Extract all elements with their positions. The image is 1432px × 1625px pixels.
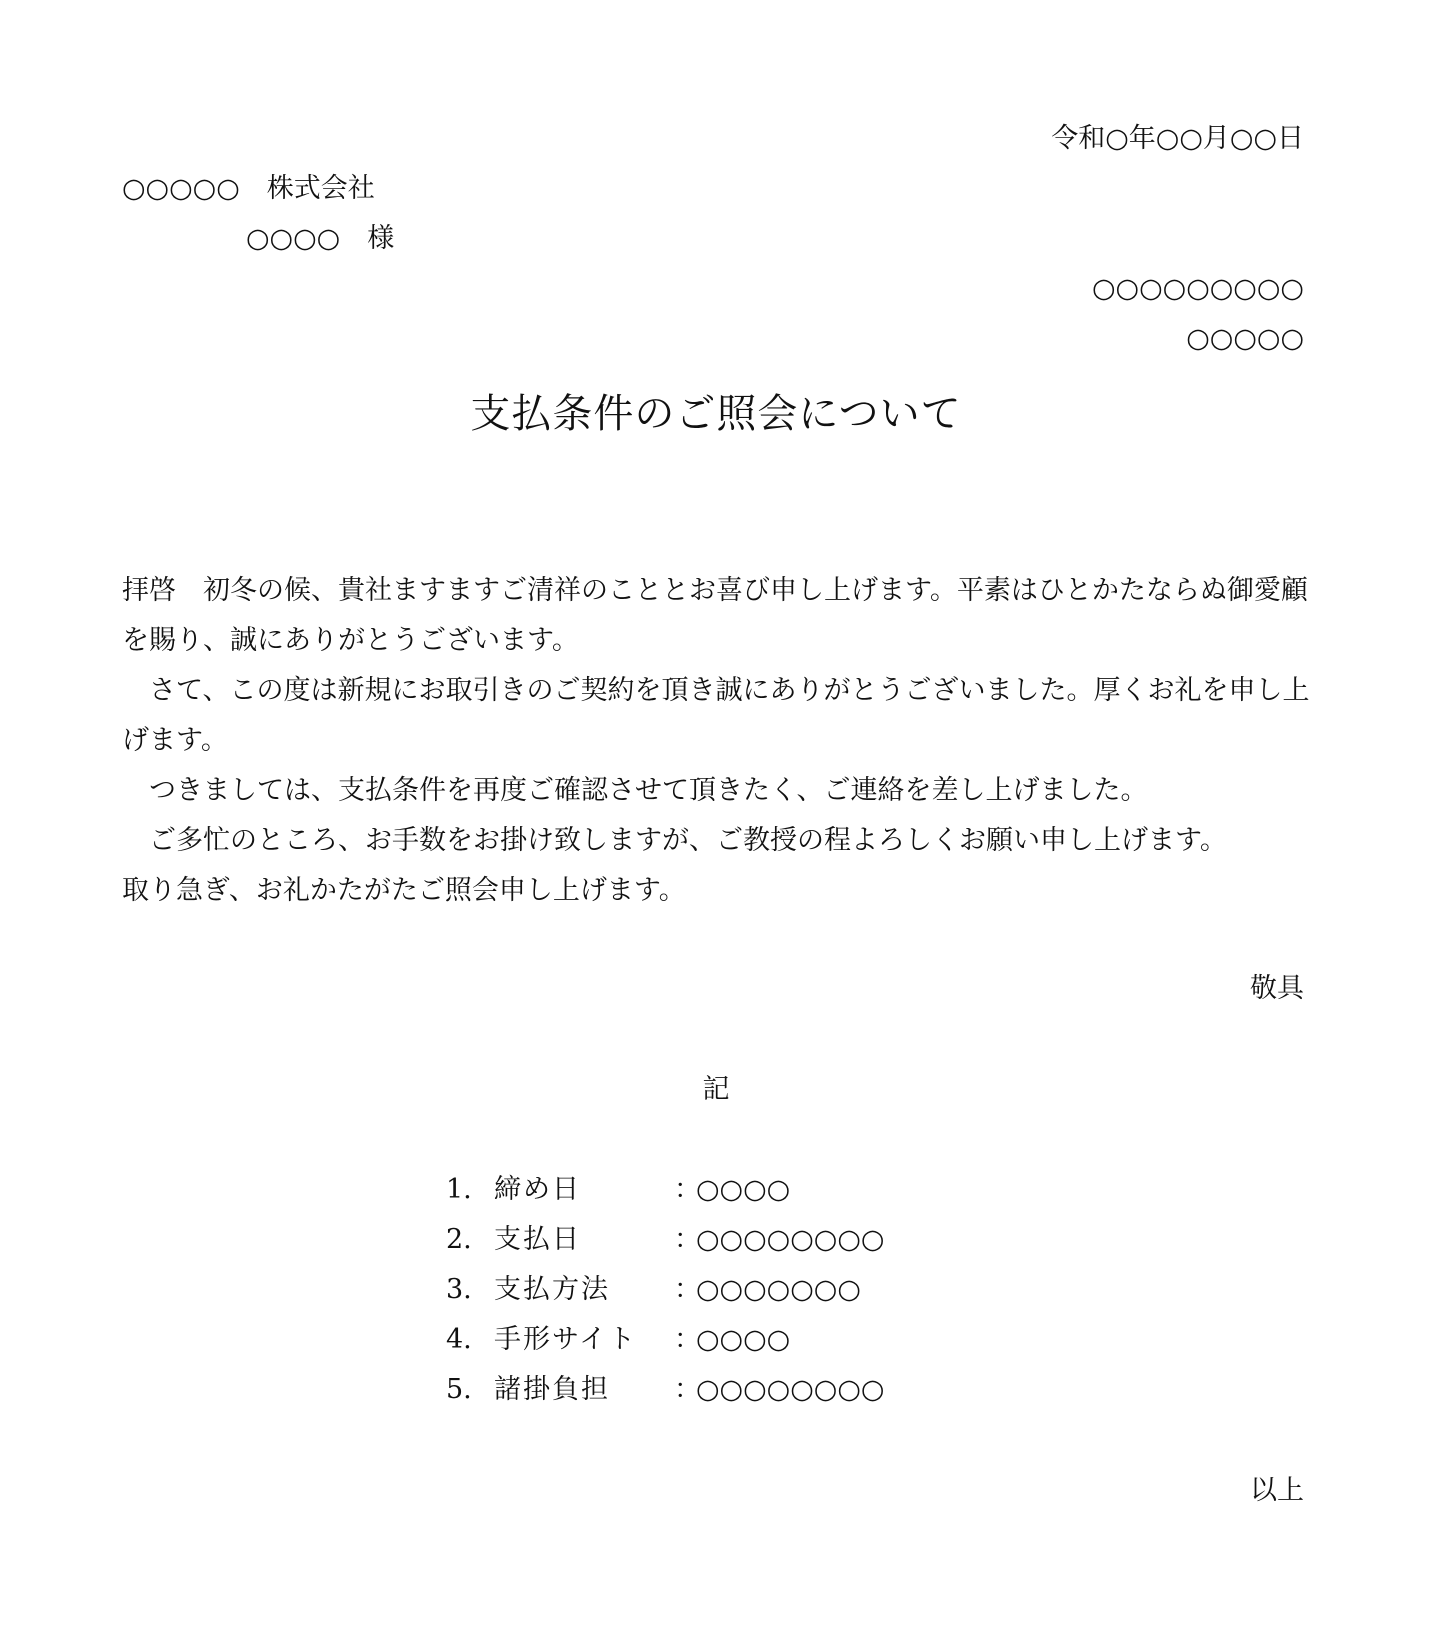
condition-list (446, 1165, 884, 1415)
recipient-company: ○○○○○ 株式会社 (122, 173, 375, 204)
list-item (446, 1315, 884, 1365)
item-number: 2. (446, 1224, 472, 1255)
item-separator: ： (674, 1274, 701, 1305)
item-separator: ： (674, 1324, 701, 1355)
item-number: 5. (446, 1374, 472, 1405)
closing-keigu: 敬具 (1250, 973, 1304, 1004)
list-item (446, 1165, 884, 1215)
letter-body (122, 566, 1312, 916)
item-number: 4. (446, 1324, 472, 1355)
item-value: ○○○○○○○○ (696, 1224, 885, 1255)
item-value: ○○○○○○○○ (696, 1374, 885, 1405)
item-label: 支払日 (494, 1224, 581, 1255)
item-label: 手形サイト (494, 1324, 638, 1355)
sender-line-1: ○○○○○○○○○ (1091, 273, 1304, 304)
recipient-block (122, 164, 394, 264)
item-separator: ： (674, 1224, 701, 1255)
closing-ijou: 以上 (1250, 1475, 1304, 1506)
body-paragraph-3: つきましては、支払条件を再度ご確認させて頂きたく、ご連絡を差し上げました。 (149, 775, 1148, 806)
document-date: 令和○年○○月○○日 (1051, 123, 1304, 154)
body-paragraph-5: 取り急ぎ、お礼かたがたご照会申し上げます。 (122, 875, 686, 906)
item-label: 締め日 (494, 1174, 581, 1205)
item-value: ○○○○ (696, 1324, 791, 1355)
item-value: ○○○○ (696, 1174, 791, 1205)
ki-heading: 記 (702, 1074, 730, 1105)
body-paragraph-1: 拝啓 初冬の候、貴社ますますご清祥のこととお喜び申し上げます。平素はひとかたならぬ御愛顧を賜り、誠にありがとうございます。 (122, 575, 1308, 656)
item-number: 1. (446, 1174, 472, 1205)
item-label: 支払方法 (494, 1274, 610, 1305)
document-title: 支払条件のご照会について (470, 391, 962, 437)
item-separator: ： (674, 1174, 701, 1205)
item-label: 諸掛負担 (494, 1374, 610, 1405)
recipient-person: ○○○○ 様 (246, 223, 395, 254)
sender-line-2: ○○○○○ (1186, 323, 1304, 354)
list-item (446, 1365, 884, 1415)
sender-block (1092, 264, 1304, 364)
list-item (446, 1215, 884, 1265)
item-separator: ： (674, 1374, 701, 1405)
list-item (446, 1265, 884, 1315)
body-paragraph-4: ご多忙のところ、お手数をお掛け致しますが、ご教授の程よろしくお願い申し上げます。 (149, 825, 1227, 856)
item-value: ○○○○○○○ (696, 1274, 861, 1305)
item-number: 3. (446, 1274, 472, 1305)
body-paragraph-2: さて、この度は新規にお取引きのご契約を頂き誠にありがとうございました。厚くお礼を申し上げます。 (122, 675, 1310, 756)
